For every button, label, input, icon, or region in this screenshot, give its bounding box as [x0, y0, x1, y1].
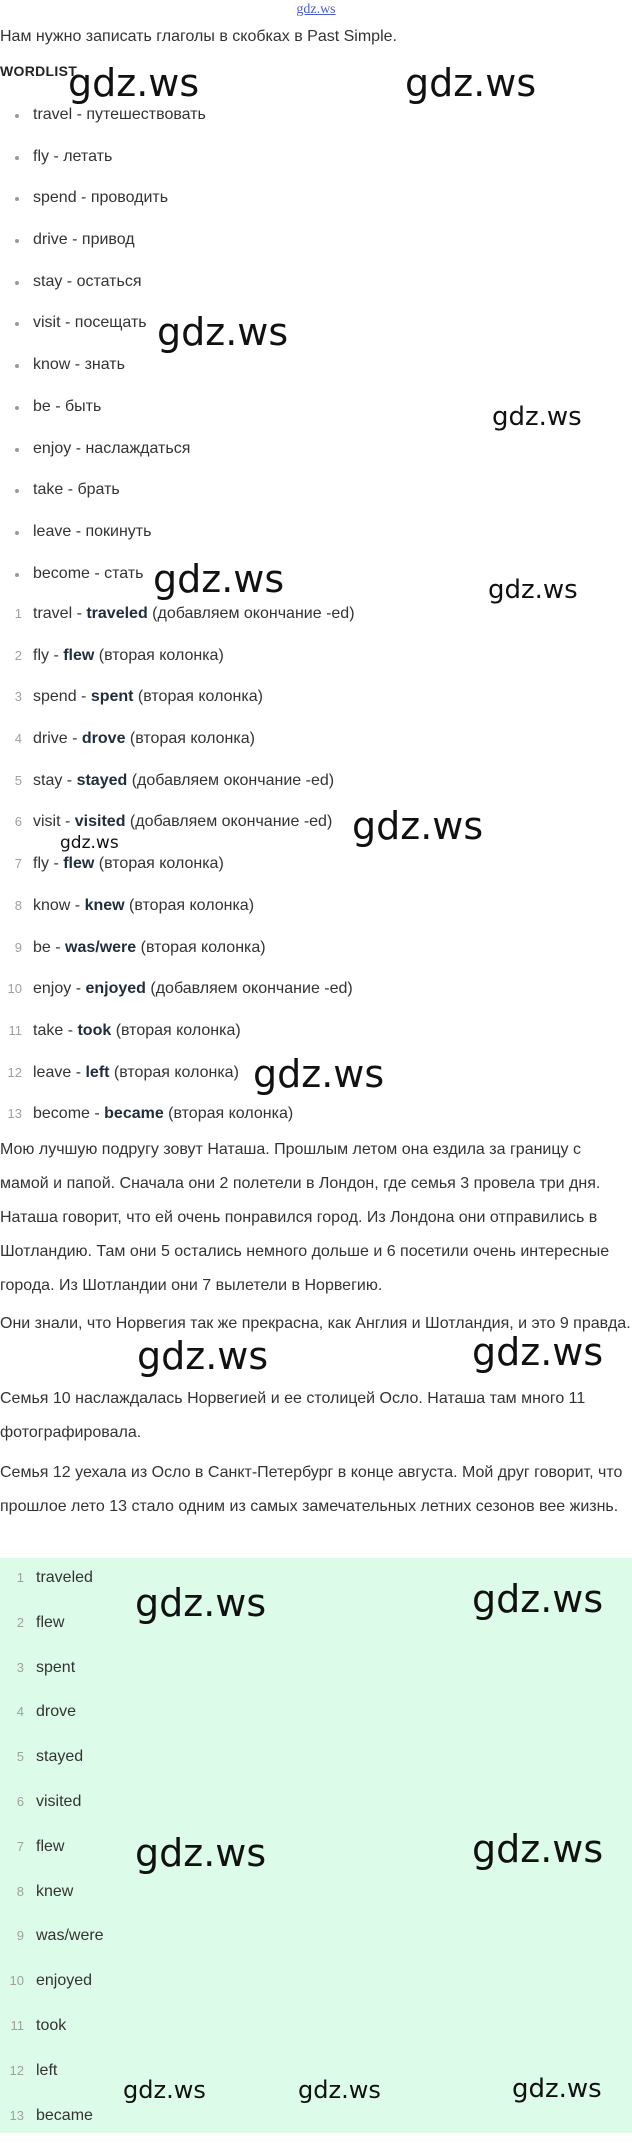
answer-text: spend - spent (вторая колонка) — [33, 688, 263, 706]
watermark: gdz.ws — [153, 557, 285, 601]
item-number: 13 — [9, 2107, 24, 2123]
answer-text: visit - visited (добавляем окончание -ed) — [33, 813, 333, 831]
answer-text: take - took (вторая колонка) — [33, 1021, 241, 1039]
answer-text: stay - stayed (добавляем окончание -ed) — [33, 771, 335, 789]
item-number: 5 — [16, 1749, 24, 1765]
list-item: become - стать — [0, 564, 206, 606]
answer-text: fly - flew (вторая колонка) — [33, 646, 224, 664]
watermark: gdz.ws — [472, 1827, 604, 1871]
list-item: enjoy - наслаждаться — [0, 439, 206, 481]
item-number: 3 — [14, 689, 22, 705]
answer-text: become - became (вторая колонка) — [33, 1105, 294, 1123]
final-answer-word: enjoyed — [36, 1972, 93, 1990]
list-item: travel - путешествовать — [0, 105, 206, 147]
item-number: 11 — [10, 2017, 24, 2033]
item-number: 2 — [14, 647, 22, 663]
answer-text: leave - left (вторая колонка) — [33, 1063, 239, 1081]
final-answer-word: left — [36, 2061, 58, 2079]
item-number: 7 — [16, 1838, 24, 1854]
final-answer-word: took — [36, 2016, 67, 2034]
item-number: 10 — [7, 981, 22, 997]
item-number: 3 — [16, 1659, 24, 1675]
item-number: 13 — [7, 1106, 22, 1122]
watermark: gdz.ws — [60, 833, 119, 853]
final-answer-word: traveled — [36, 1569, 93, 1586]
answer-text: fly - flew (вторая колонка) — [33, 855, 224, 873]
answer-text: be - was/were (вторая колонка) — [33, 938, 266, 956]
final-answer-word: stayed — [36, 1748, 84, 1766]
final-answer-word: flew — [36, 1613, 65, 1631]
item-number: 2 — [16, 1614, 24, 1630]
item-number: 9 — [16, 1928, 24, 1944]
item-number: 4 — [14, 731, 22, 747]
final-answer-word: visited — [36, 1792, 82, 1810]
answer-text: travel - traveled (добавляем окончание -ed) — [33, 605, 355, 622]
final-answer-word: knew — [36, 1882, 74, 1900]
list-item: take - брать — [0, 480, 206, 522]
item-number: 7 — [14, 856, 22, 872]
story-paragraph: Мою лучшую подругу зовут Наташа. Прошлым летом она ездила за границу с мамой и папой. Сначала они 2 полетели в Лондон, где семья 3 провела три дня. Наташа говорит, что ей очень понравился город. Из Лондона они отправились в Шотландию. Там они 5 остались немного дольше и 6 посетили очень интересные города. Из Шотландии они 7 вылетели в Норвегию. — [0, 1141, 610, 1294]
watermark: gdz.ws — [488, 575, 578, 605]
watermark: gdz.ws — [298, 2076, 381, 2104]
item-number: 12 — [9, 2062, 24, 2078]
watermark: gdz.ws — [135, 1831, 267, 1875]
watermark: gdz.ws — [157, 310, 289, 354]
item-number: 10 — [9, 1973, 24, 1989]
story-paragraph: Они знали, что Норвегия так же прекрасна, как Англия и Шотландия, и это 9 правда. — [0, 1315, 631, 1332]
answer-text: know - knew (вторая колонка) — [33, 896, 255, 914]
answer-text: drive - drove (вторая колонка) — [33, 730, 255, 748]
item-number: 4 — [16, 1704, 24, 1720]
item-number: 8 — [16, 1883, 24, 1899]
final-answer-word: was/were — [36, 1927, 104, 1945]
wordlist — [0, 105, 206, 605]
list-item: know - знать — [0, 355, 206, 397]
watermark: gdz.ws — [472, 1330, 604, 1374]
list-item: stay - остаться — [0, 272, 206, 314]
final-answer-word: flew — [36, 1837, 65, 1855]
story-paragraph: Семья 12 уехала из Осло в Санкт-Петербург в конце августа. Мой друг говорит, что прошлое лето 13 стало одним из самых замечательных летних сезонов вее жизнь. — [0, 1464, 623, 1515]
watermark: gdz.ws — [135, 1581, 267, 1625]
watermark: gdz.ws — [472, 1577, 604, 1621]
final-answer-word: spent — [36, 1658, 76, 1676]
item-number: 11 — [8, 1022, 22, 1038]
final-answer-word: drove — [36, 1703, 77, 1721]
item-number: 12 — [7, 1064, 22, 1080]
watermark: gdz.ws — [492, 402, 582, 432]
story-paragraph: Семья 10 наслаждалась Норвегией и ее столицей Осло. Наташа там много 11 фотографировала. — [0, 1390, 586, 1441]
list-item: spend - проводить — [0, 188, 206, 230]
watermark: gdz.ws — [512, 2074, 602, 2104]
watermark: gdz.ws — [137, 1334, 269, 1378]
item-number: 6 — [14, 814, 22, 830]
watermark: gdz.ws — [352, 804, 484, 848]
item-number: 8 — [14, 897, 22, 913]
list-item: fly - летать — [0, 147, 206, 189]
item-number: 1 — [14, 606, 22, 621]
watermark: gdz.ws — [405, 61, 537, 105]
wordlist-heading: WORDLIST — [0, 63, 78, 79]
task-intro: Нам нужно записать глаголы в скобках в Past Simple. — [0, 28, 397, 45]
list-item: be - быть — [0, 397, 206, 439]
item-number: 5 — [14, 772, 22, 788]
watermark: gdz.ws — [123, 2076, 206, 2104]
item-number: 6 — [16, 1793, 24, 1809]
item-number: 1 — [16, 1570, 24, 1585]
item-number: 9 — [14, 939, 22, 955]
final-answer-word: became — [36, 2106, 93, 2124]
list-item: leave - покинуть — [0, 522, 206, 564]
list-item: drive - привод — [0, 230, 206, 272]
watermark: gdz.ws — [68, 61, 200, 105]
watermark: gdz.ws — [253, 1052, 385, 1096]
answer-text: enjoy - enjoyed (добавляем окончание -ed) — [33, 980, 353, 998]
top-watermark-link[interactable]: gdz.ws — [296, 2, 336, 17]
list-item: visit - посещать — [0, 313, 206, 355]
